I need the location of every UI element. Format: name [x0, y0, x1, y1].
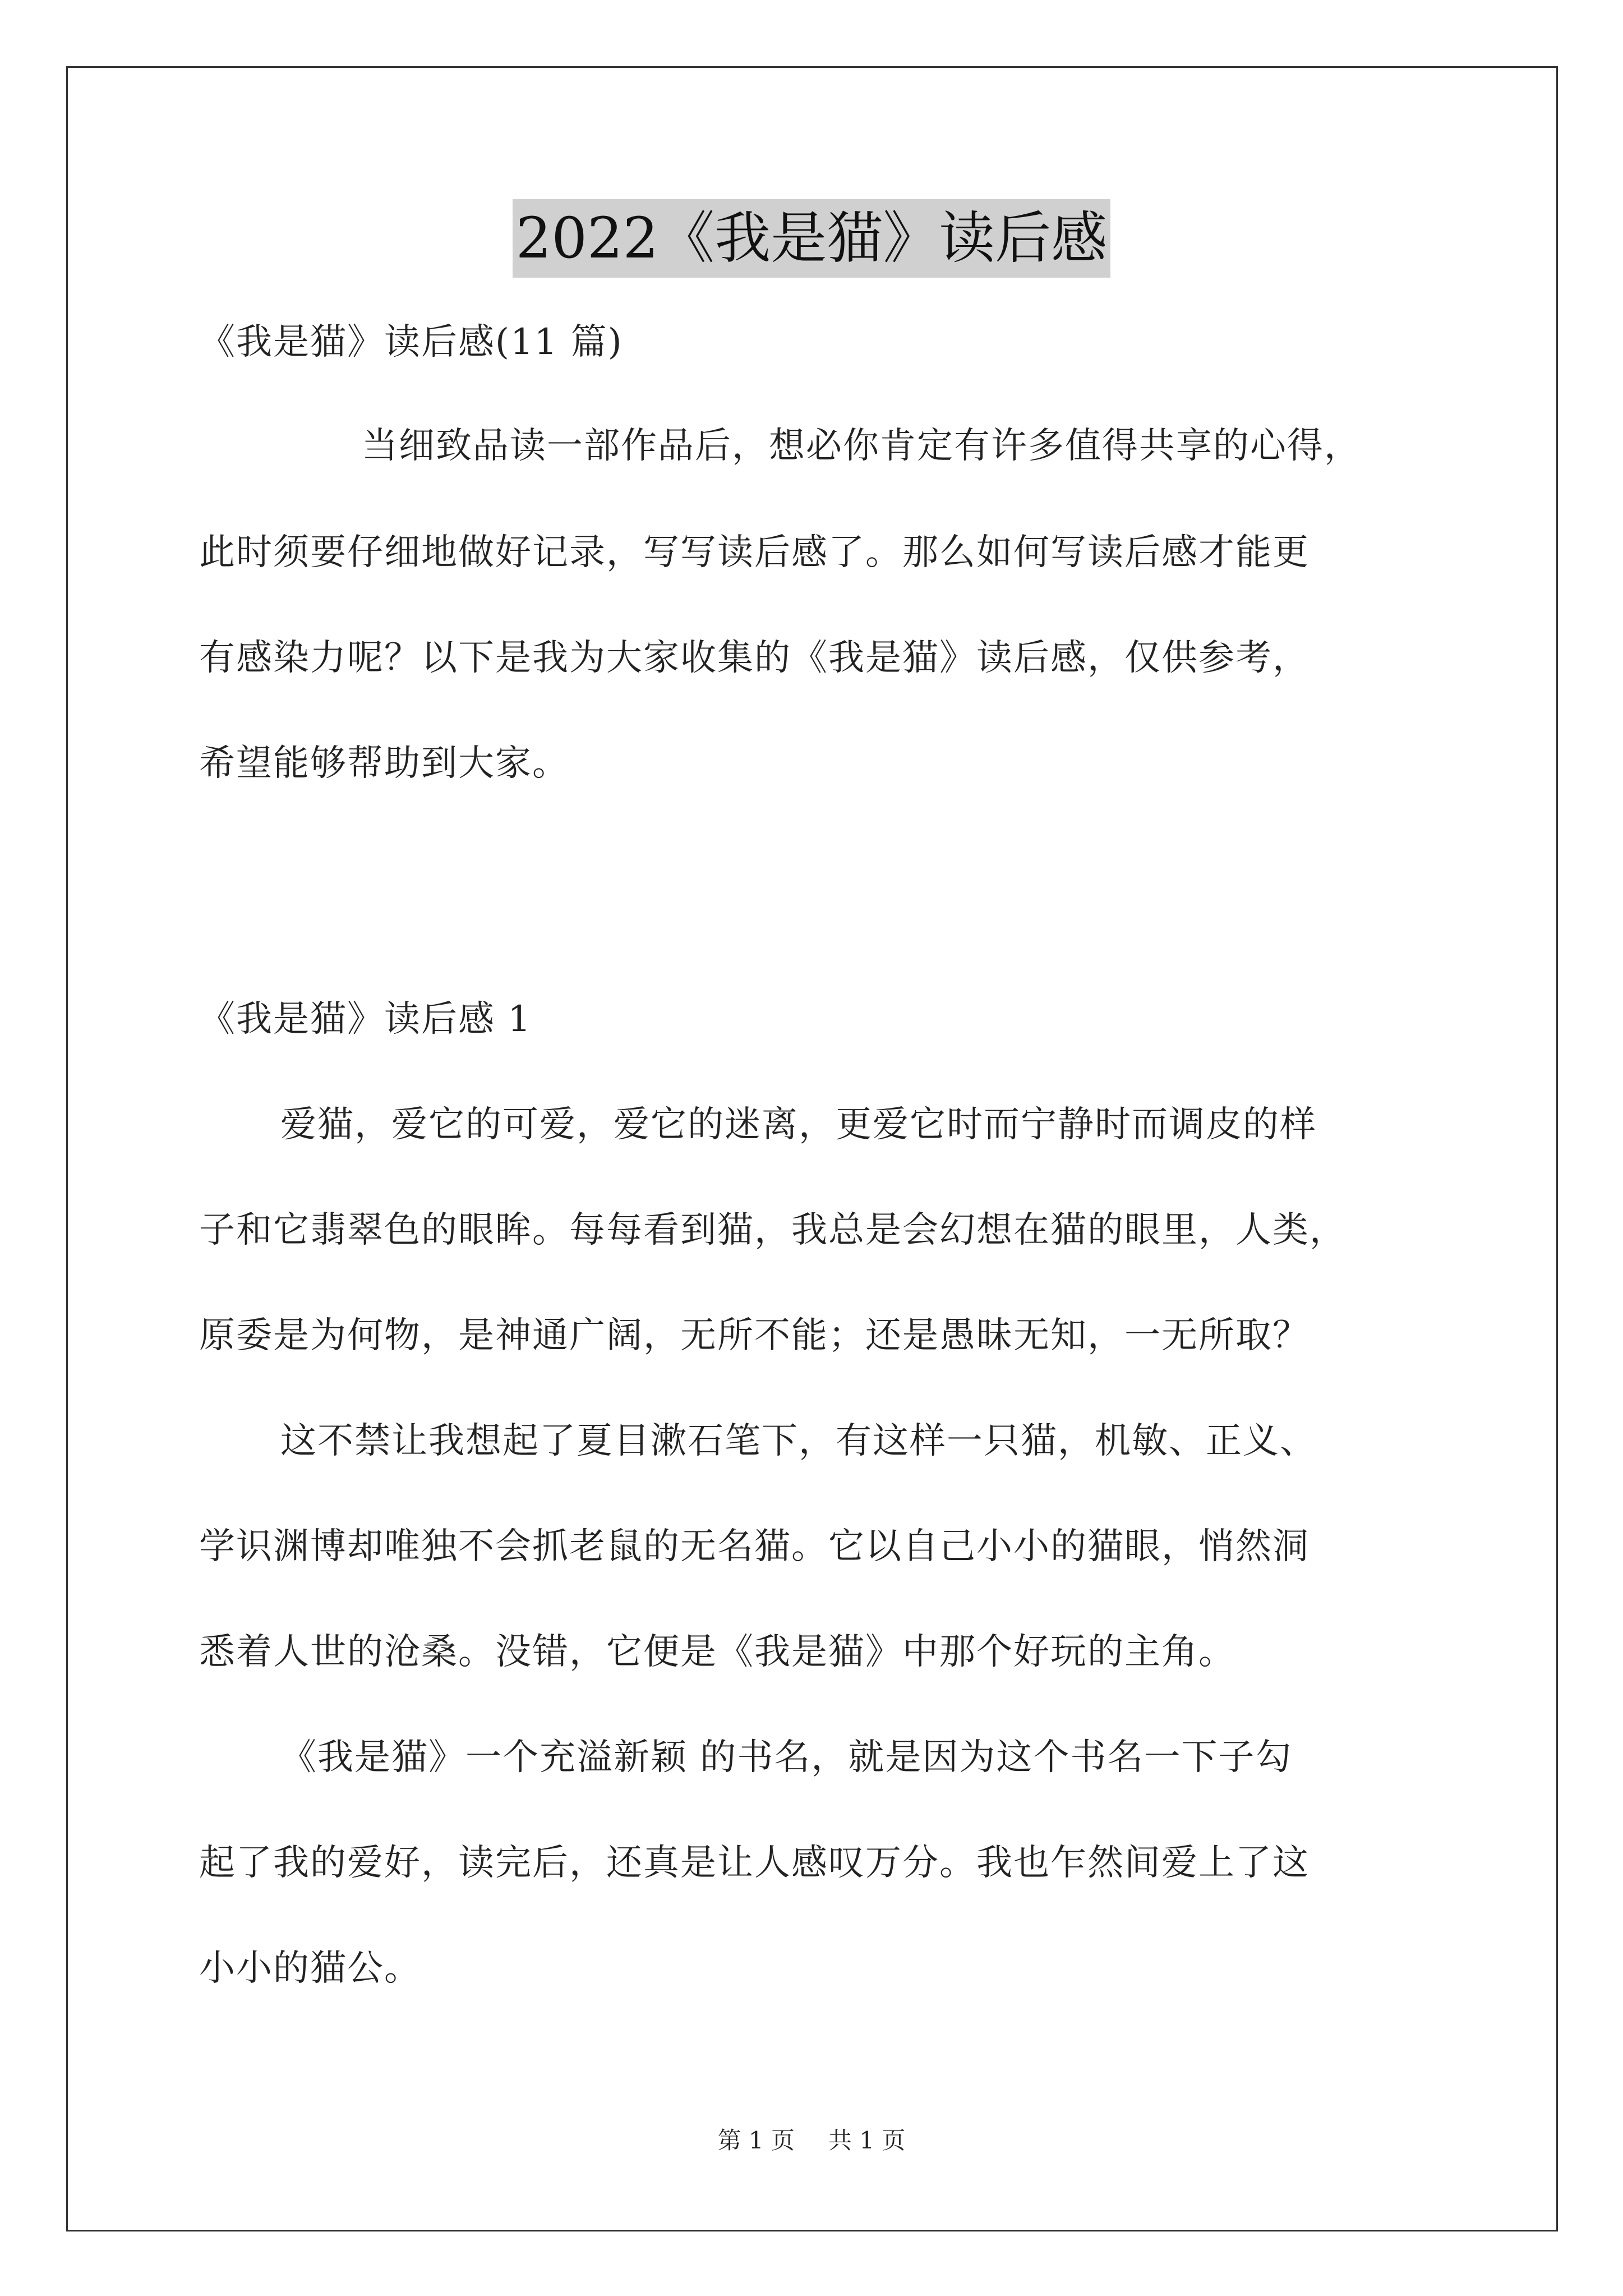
- page-number: 第 1 页: [717, 2127, 795, 2154]
- document-title: 2022《我是猫》读后感: [513, 199, 1111, 278]
- intro-line: 当细致品读一部作品后，想必你肯定有许多值得共享的心得，: [362, 425, 1361, 467]
- section-heading: 《我是猫》读后感 1: [199, 999, 532, 1040]
- body-line: 子和它翡翠色的眼眸。每每看到猫，我总是会幻想在猫的眼里，人类，: [199, 1209, 1347, 1251]
- intro-line: 希望能够帮助到大家。: [199, 743, 569, 784]
- page-footer: [0, 2124, 1623, 2157]
- body-line: 小小的猫公。: [199, 1948, 421, 1989]
- document-subtitle: 《我是猫》读后感(11 篇): [199, 321, 623, 363]
- body-line: 这不禁让我想起了夏目漱石笔下，有这样一只猫，机敏、正义、: [280, 1420, 1317, 1462]
- intro-line: 此时须要仔细地做好记录，写写读后感了。那么如何写读后感才能更: [199, 532, 1310, 573]
- body-line: 爱猫，爱它的可爱，爱它的迷离，更爱它时而宁静时而调皮的样: [280, 1104, 1317, 1145]
- body-line: 起了我的爱好，读完后，还真是让人感叹万分。我也乍然间爱上了这: [199, 1842, 1310, 1884]
- page-total: 共 1 页: [828, 2127, 906, 2154]
- title-container: [0, 199, 1623, 278]
- body-line: 学识渊博却唯独不会抓老鼠的无名猫。它以自己小小的猫眼，悄然洞: [199, 1526, 1310, 1567]
- body-line: 《我是猫》一个充溢新颖 的书名，就是因为这个书名一下子勾: [280, 1737, 1293, 1778]
- intro-line: 有感染力呢？以下是我为大家收集的《我是猫》读后感，仅供参考，: [199, 637, 1310, 679]
- body-line: 原委是为何物，是神通广阔，无所不能；还是愚昧无知，一无所取？: [199, 1315, 1310, 1356]
- body-line: 悉着人世的沧桑。没错，它便是《我是猫》中那个好玩的主角。: [199, 1631, 1235, 1673]
